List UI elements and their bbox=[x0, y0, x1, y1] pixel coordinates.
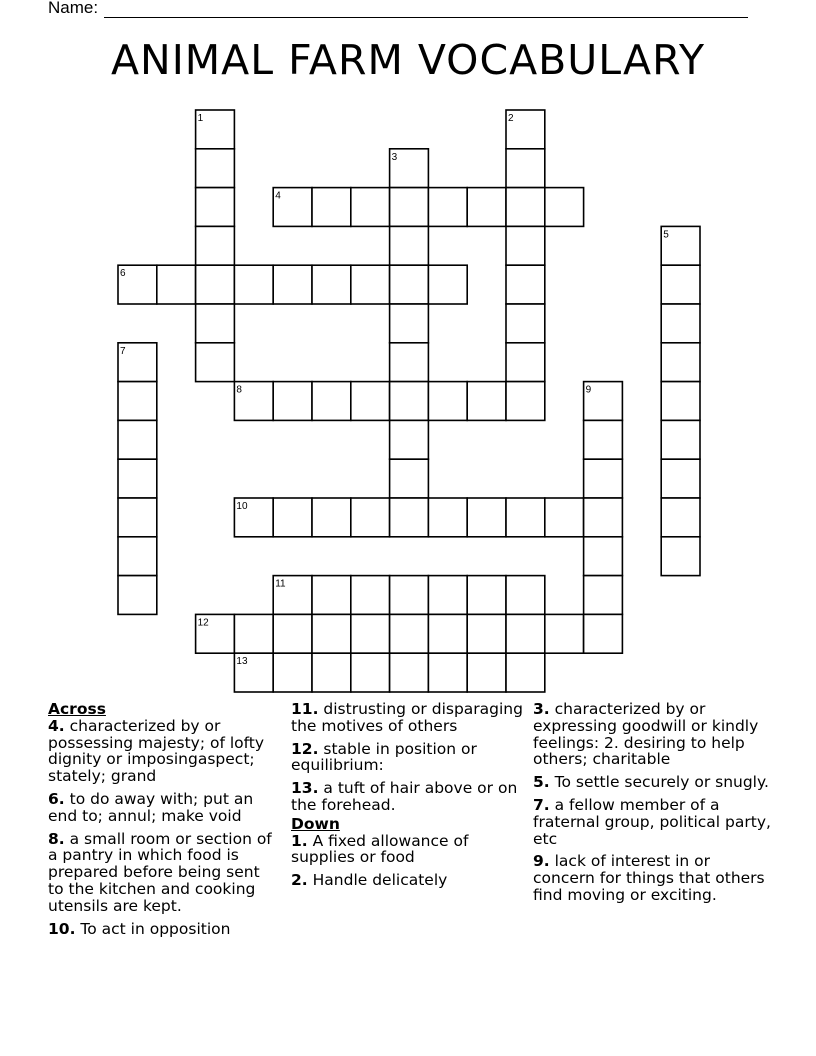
grid-cell[interactable] bbox=[196, 110, 235, 149]
clue-across-10: 10. To act in opposition bbox=[48, 919, 231, 938]
grid-cell[interactable] bbox=[428, 382, 467, 421]
grid-cell[interactable] bbox=[428, 614, 467, 653]
clue-across-4: 4. characterized by or possessing majesty; of lofty dignity or imposingaspect; stately; grand bbox=[48, 716, 265, 786]
grid-cell[interactable] bbox=[390, 420, 429, 459]
grid-cell[interactable] bbox=[273, 653, 312, 692]
grid-cell[interactable] bbox=[351, 498, 390, 537]
grid-cell[interactable] bbox=[351, 188, 390, 227]
clue-column-3 bbox=[533, 701, 773, 910]
grid-cell[interactable] bbox=[118, 343, 157, 382]
grid-cell-number: 3 bbox=[391, 151, 398, 163]
grid-cell[interactable] bbox=[234, 498, 273, 537]
grid-cell-number: 13 bbox=[236, 656, 248, 668]
grid-cell[interactable] bbox=[506, 265, 545, 304]
clue-column-1 bbox=[48, 701, 280, 943]
grid-cell[interactable] bbox=[584, 498, 623, 537]
grid-cell[interactable] bbox=[506, 343, 545, 382]
grid-cell[interactable] bbox=[312, 498, 351, 537]
grid-cell-number: 6 bbox=[120, 268, 126, 280]
grid-cell[interactable] bbox=[584, 420, 623, 459]
clue-across-8: 8. a small room or section of a pantry in which food is prepared before being sent to the kitchen and cooking utensils are kept. bbox=[48, 829, 272, 915]
grid-cell[interactable] bbox=[584, 614, 623, 653]
grid-cell-number: 11 bbox=[275, 578, 286, 590]
grid-cell[interactable] bbox=[312, 653, 351, 692]
grid-cell[interactable] bbox=[390, 459, 429, 498]
grid-cell[interactable] bbox=[545, 498, 584, 537]
grid-cell-number: 4 bbox=[275, 190, 281, 202]
grid-cell[interactable] bbox=[351, 265, 390, 304]
grid-cell[interactable] bbox=[584, 576, 623, 615]
grid-cell[interactable] bbox=[234, 382, 273, 421]
grid-cell-number: 9 bbox=[585, 384, 592, 396]
grid-cell-number: 2 bbox=[508, 113, 514, 124]
grid-cell[interactable] bbox=[351, 614, 390, 653]
name-label: Name: bbox=[48, 0, 99, 17]
grid-cell[interactable] bbox=[584, 537, 623, 576]
grid-cell[interactable] bbox=[506, 149, 545, 188]
grid-cell-number: 8 bbox=[236, 384, 242, 396]
grid-cell[interactable] bbox=[661, 226, 700, 265]
grid-cell-number: 10 bbox=[236, 501, 248, 512]
grid-cell-number: 7 bbox=[120, 345, 126, 357]
grid-cell[interactable] bbox=[428, 653, 467, 692]
grid-cell[interactable] bbox=[273, 382, 312, 421]
grid-cell[interactable] bbox=[351, 653, 390, 692]
grid-cell[interactable] bbox=[584, 459, 623, 498]
grid-cell[interactable] bbox=[351, 576, 390, 615]
down-heading: Down bbox=[291, 814, 340, 833]
grid-cell[interactable] bbox=[312, 614, 351, 653]
grid-cell[interactable] bbox=[661, 537, 700, 576]
clue-down-5: 5. To settle securely or snugly. bbox=[533, 773, 769, 792]
grid-cell[interactable] bbox=[467, 614, 506, 653]
grid-cell[interactable] bbox=[118, 420, 157, 459]
grid-cell[interactable] bbox=[584, 382, 623, 421]
grid-cell[interactable] bbox=[196, 343, 235, 382]
grid-cell[interactable] bbox=[196, 188, 235, 227]
grid-cell[interactable] bbox=[273, 614, 312, 653]
grid-cell[interactable] bbox=[390, 188, 429, 227]
grid-cell[interactable] bbox=[390, 653, 429, 692]
grid-cell[interactable] bbox=[196, 614, 235, 653]
clue-across-13: 13. a tuft of hair above or on the forehead. bbox=[291, 779, 518, 814]
grid-cell[interactable] bbox=[312, 265, 351, 304]
grid-cell[interactable] bbox=[196, 226, 235, 265]
grid-cell[interactable] bbox=[390, 382, 429, 421]
grid-cell-number: 12 bbox=[197, 617, 209, 629]
grid-cell[interactable] bbox=[312, 382, 351, 421]
grid-cell-number: 1 bbox=[197, 113, 204, 124]
grid-cell[interactable] bbox=[390, 304, 429, 343]
grid-cell[interactable] bbox=[196, 149, 235, 188]
grid-cell[interactable] bbox=[545, 614, 584, 653]
grid-cell[interactable] bbox=[118, 382, 157, 421]
grid-cell[interactable] bbox=[467, 576, 506, 615]
grid-cell[interactable] bbox=[661, 498, 700, 537]
grid-cell[interactable] bbox=[661, 343, 700, 382]
grid-cell[interactable] bbox=[506, 614, 545, 653]
grid-cell[interactable] bbox=[506, 382, 545, 421]
grid-cell-number: 5 bbox=[663, 229, 669, 241]
grid-cell[interactable] bbox=[390, 226, 429, 265]
grid-cell[interactable] bbox=[157, 265, 196, 304]
grid-cell[interactable] bbox=[661, 265, 700, 304]
grid-cell[interactable] bbox=[273, 265, 312, 304]
grid-cell[interactable] bbox=[428, 576, 467, 615]
grid-cell[interactable] bbox=[234, 653, 273, 692]
grid-cell[interactable] bbox=[506, 653, 545, 692]
grid-cell[interactable] bbox=[428, 265, 467, 304]
grid-cell[interactable] bbox=[118, 459, 157, 498]
grid-cell[interactable] bbox=[312, 576, 351, 615]
clue-down-3: 3. characterized by or expressing goodwill or kindly feelings: 2. desiring to help others; charitable bbox=[533, 700, 759, 769]
clue-down-1: 1. A fixed allowance of supplies or food bbox=[291, 831, 469, 867]
grid-cell[interactable] bbox=[196, 265, 235, 304]
grid-cell[interactable] bbox=[467, 188, 506, 227]
grid-cell[interactable] bbox=[234, 265, 273, 304]
grid-cell[interactable] bbox=[390, 498, 429, 537]
grid-cell[interactable] bbox=[661, 420, 700, 459]
grid-cell[interactable] bbox=[196, 304, 235, 343]
grid-cell[interactable] bbox=[351, 382, 390, 421]
grid-cell[interactable] bbox=[390, 576, 429, 615]
grid-cell[interactable] bbox=[390, 149, 429, 188]
grid-cell[interactable] bbox=[467, 498, 506, 537]
grid-cell[interactable] bbox=[506, 498, 545, 537]
grid-cell[interactable] bbox=[390, 265, 429, 304]
grid-cell[interactable] bbox=[390, 614, 429, 653]
clue-across-11: 11. distrusting or disparaging the motives of others bbox=[291, 700, 523, 735]
grid-cell[interactable] bbox=[545, 188, 584, 227]
grid-cell[interactable] bbox=[118, 265, 157, 304]
grid-cell[interactable] bbox=[118, 576, 157, 615]
grid-cell[interactable] bbox=[661, 304, 700, 343]
grid-cell[interactable] bbox=[428, 498, 467, 537]
grid-cell[interactable] bbox=[273, 188, 312, 227]
grid-cell[interactable] bbox=[118, 498, 157, 537]
grid-cell[interactable] bbox=[312, 188, 351, 227]
grid-cell[interactable] bbox=[273, 576, 312, 615]
grid-cell[interactable] bbox=[390, 343, 429, 382]
grid-cell[interactable] bbox=[467, 382, 506, 421]
grid-cell[interactable] bbox=[428, 188, 467, 227]
clue-down-2: 2. Handle delicately bbox=[291, 871, 448, 890]
grid-cell[interactable] bbox=[506, 576, 545, 615]
grid-cell[interactable] bbox=[661, 382, 700, 421]
grid-cell[interactable] bbox=[118, 537, 157, 576]
grid-cell[interactable] bbox=[467, 653, 506, 692]
grid-cell[interactable] bbox=[506, 226, 545, 265]
grid-cell[interactable] bbox=[234, 614, 273, 653]
grid-cell[interactable] bbox=[506, 110, 545, 149]
page-title: ANIMAL FARM VOCABULARY bbox=[110, 36, 706, 84]
clue-down-9: 9. lack of interest in or concern for things that others find moving or exciting. bbox=[533, 852, 765, 904]
clue-across-6: 6. to do away with; put an end to; annul; make void bbox=[48, 789, 254, 825]
grid-cell[interactable] bbox=[273, 498, 312, 537]
grid-cell[interactable] bbox=[506, 304, 545, 343]
grid-cell[interactable] bbox=[661, 459, 700, 498]
clue-down-7: 7. a fellow member of a fraternal group, political party, etc bbox=[533, 795, 771, 848]
across-heading: Across bbox=[48, 700, 106, 718]
grid-cell[interactable] bbox=[506, 188, 545, 227]
clue-across-12: 12. stable in position or equilibrium: bbox=[291, 739, 477, 775]
clue-column-2 bbox=[291, 701, 523, 895]
